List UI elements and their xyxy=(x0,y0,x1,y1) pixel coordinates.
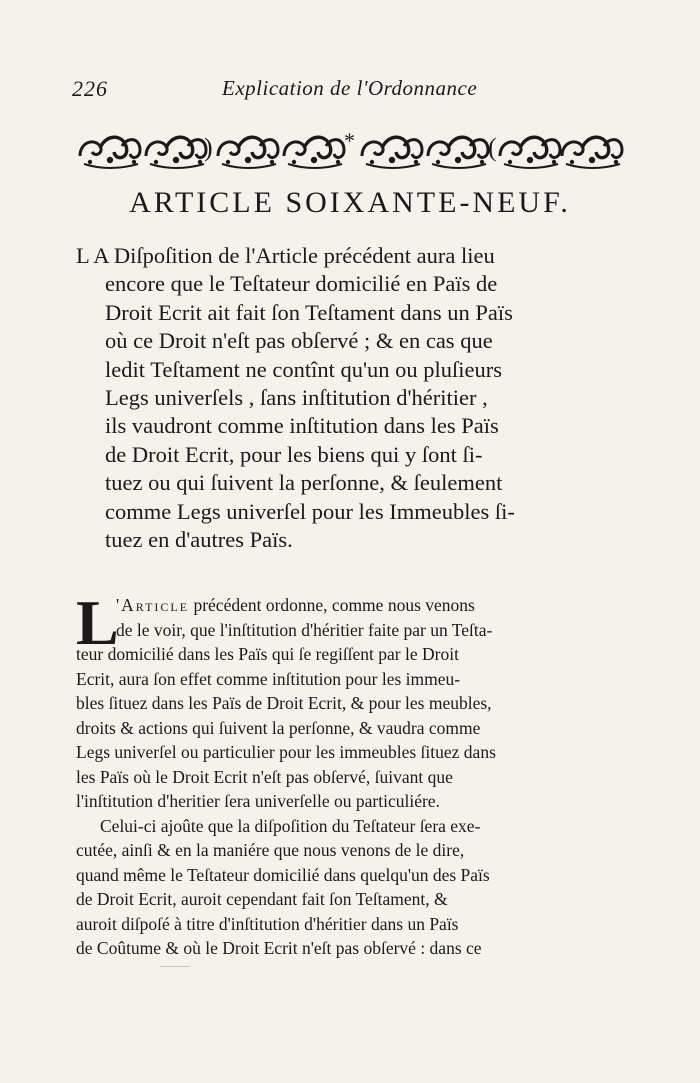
commentary-line: auroit diſpoſé à titre d'inſtitution d'héritier dans un Païs xyxy=(76,913,459,934)
floral-headpiece-ornament-icon xyxy=(76,126,624,170)
drop-cap: L xyxy=(76,587,119,658)
running-header xyxy=(72,76,600,102)
svg-text:): ) xyxy=(204,133,213,162)
commentary-line: Celui-ci ajoûte que la diſpoſition du Teſtateur ſera exe- xyxy=(100,815,481,836)
first-line-rest: précédent ordonne, comme nous venons xyxy=(189,595,475,615)
commentary-line: les Païs où le Droit Ecrit n'eſt pas obſervé, ſuivant que xyxy=(76,766,453,787)
commentary-line: de Coûtume & où le Droit Ecrit n'eſt pas obſervé : dans ce xyxy=(76,938,482,958)
svg-text:(: ( xyxy=(488,133,497,162)
svg-text:*: * xyxy=(344,128,355,153)
summary-line: où ce Droit n'eſt pas obſervé ; & en cas que xyxy=(105,328,493,354)
summary-line: tuez en d'autres Païs. xyxy=(105,527,293,553)
commentary-line: teur domicilié dans les Païs qui ſe regiſſent par le Droit xyxy=(76,644,459,664)
commentary-line: de Droit Ecrit, auroit cependant fait ſon Teſtament, & xyxy=(76,889,448,909)
article-summary xyxy=(76,242,616,554)
commentary-text xyxy=(76,587,616,961)
summary-line: Legs univerſels , ſans inſtitution d'héritier , xyxy=(105,385,488,411)
summary-line: ledit Teſtament ne contînt qu'un ou pluſieurs xyxy=(105,356,502,382)
page-number: 226 xyxy=(72,76,108,101)
summary-line: Droit Ecrit ait fait ſon Teſtament dans un Païs xyxy=(105,299,513,325)
running-title: Explication de l'Ordonnance xyxy=(222,76,478,100)
commentary-line xyxy=(76,593,616,618)
commentary-line: bles ſituez dans les Païs de Droit Ecrit, & pour les meubles, xyxy=(76,693,492,713)
commentary-line: cutée, ainſi & en la maniére que nous venons de le dire, xyxy=(76,840,465,860)
commentary-line: de le voir, que l'inſtitution d'héritier faite par un Teſta- xyxy=(116,619,493,640)
first-word: 'Article xyxy=(116,595,190,615)
commentary-line: Legs univerſel ou particulier pour les immeubles ſituez dans xyxy=(76,742,496,762)
article-heading: ARTICLE SOIXANTE-NEUF. xyxy=(129,186,571,219)
summary-line: encore que le Teſtateur domicilié en Païs de xyxy=(105,271,498,297)
summary-line: comme Legs univerſel pour les Immeubles ſi- xyxy=(105,498,515,524)
commentary-line: droits & actions qui ſuivent la perſonne, & vaudra comme xyxy=(76,717,481,738)
commentary-line: Ecrit, aura ſon effet comme inſtitution pour les immeu- xyxy=(76,668,461,689)
commentary-line: l'inſtitution d'heritier ſera univerſelle ou particuliére. xyxy=(76,791,440,811)
commentary-line: quand même le Teſtateur domicilié dans quelqu'un des Païs xyxy=(76,864,490,885)
summary-line: tuez ou qui ſuivent la perſonne, & ſeulement xyxy=(105,470,503,496)
printer-mark xyxy=(160,966,190,967)
summary-line: ils vaudront comme inſtitution dans les Païs xyxy=(105,413,499,439)
summary-line: de Droit Ecrit, pour les biens qui y ſont ſi- xyxy=(105,441,483,467)
summary-line: L A Diſpoſition de l'Article précédent aura lieu xyxy=(76,243,495,268)
